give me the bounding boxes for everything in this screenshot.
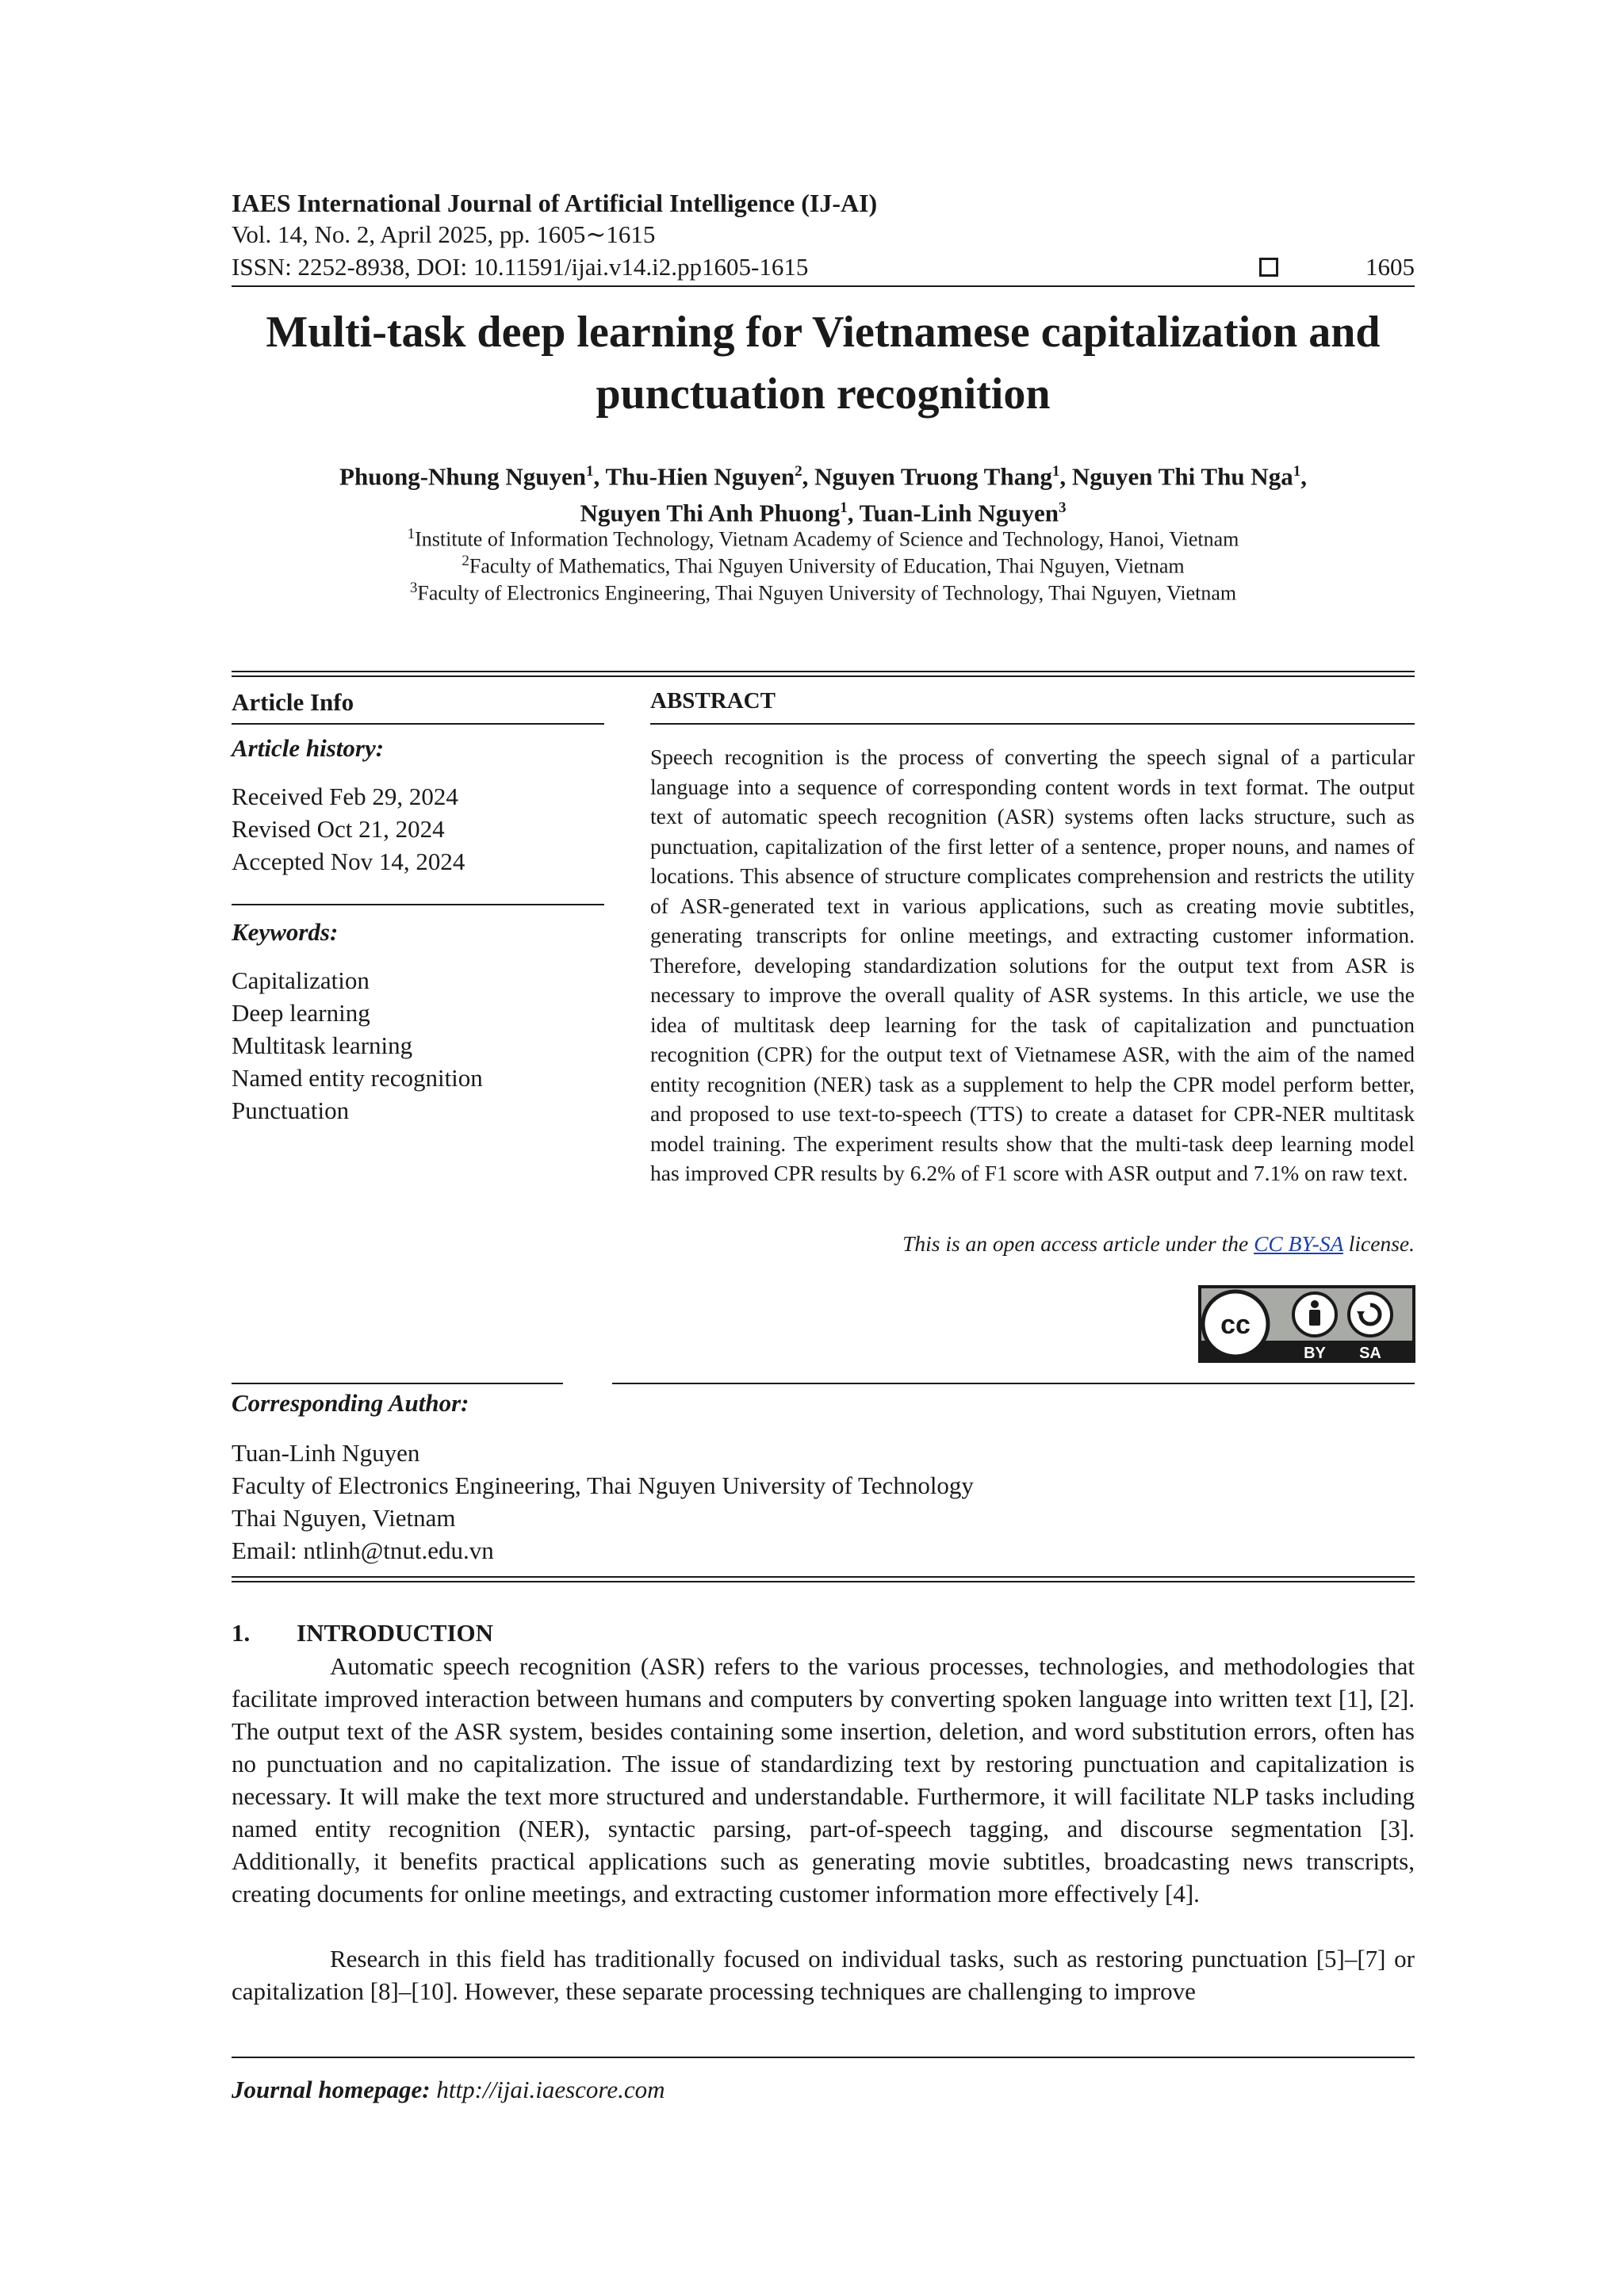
revised-date: Revised Oct 21, 2024	[232, 815, 445, 843]
author-sup: 2	[795, 463, 802, 480]
abstract-rule	[650, 723, 1415, 725]
intro-paragraph-1: Automatic speech recognition (ASR) refers to the various processes, technologies, and methodologies that facilitate improved interaction between humans and computers by converting spoken language into written text [1], [2]. The output text of the ASR system, besides containing some insertion, deletion, and word substitution errors, often has no punctuation and no capitalization. The issue of standardizing text by restoring punctuation and capitalization is necessary. It will make the text more structured and understandable. Furthermore, it will facilitate NLP tasks including named entity recognition (NER), syntactic parsing, part-of-speech tagging, and discourse segmentation [3]. Additionally, it benefits practical applications such as generating movie subtitles, broadcasting news transcripts, creating documents for online meetings, and extracting customer information more effectively [4].	[232, 1652, 1415, 1908]
affiliation-sup: 3	[409, 580, 418, 596]
author: Thu-Hien Nguyen	[605, 462, 795, 491]
corresponding-double-rule-top	[232, 1576, 1415, 1578]
intro-paragraph-2: Research in this field has traditionally focused on individual tasks, such as restoring punctuation [5]–[7] or capitalization [8]–[10]. However, these separate processing techniques are challenging to improve	[232, 1945, 1415, 2005]
corresponding-affiliation: Faculty of Electronics Engineering, Thai Nguyen University of Technology	[232, 1471, 974, 1499]
license-prefix: This is an open access article under the	[902, 1231, 1254, 1256]
author: Nguyen Thi Anh Phuong	[580, 499, 841, 527]
author-sup: 1	[840, 499, 848, 517]
attribution-icon-head	[1311, 1300, 1319, 1308]
paper-title: Multi-task deep learning for Vietnamese capitalization and punctuation recognition	[266, 308, 1381, 419]
corresponding-location: Thai Nguyen, Vietnam	[232, 1504, 456, 1532]
keywords-heading: Keywords:	[232, 918, 339, 946]
author: Phuong-Nhung Nguyen	[339, 462, 587, 491]
square-icon	[1259, 258, 1278, 277]
keyword-item: Multitask learning	[232, 1031, 413, 1059]
section-number: 1.	[232, 1619, 251, 1647]
issn-doi	[232, 251, 1415, 283]
affiliation-text: Faculty of Mathematics, Thai Nguyen University of Education, Thai Nguyen, Vietnam	[469, 554, 1185, 578]
corresponding-double-rule-bottom	[232, 1581, 1415, 1582]
keyword-item: Deep learning	[232, 999, 370, 1027]
badge-sa-label: SA	[1359, 1345, 1381, 1362]
affiliation-sup: 2	[462, 553, 469, 569]
abstract-heading: ABSTRACT	[650, 688, 776, 714]
affiliation-sup: 1	[407, 526, 416, 542]
affiliation-text: Faculty of Electronics Engineering, Thai Nguyen University of Technology, Thai Nguyen, Vietnam	[417, 581, 1237, 605]
author-sup: 1	[1293, 463, 1301, 480]
section-double-rule-top	[232, 671, 1415, 672]
author-sup: 3	[1058, 499, 1067, 517]
abstract-text: Speech recognition is the process of converting the speech signal of a particular language into a sequence of corresponding content words in text format. The output text of automatic speech recognition (ASR) systems often lacks structure, such as punctuation, capitalization of the first letter of a sentence, proper nouns, and names of locations. This absence of structure complicates comprehension and restricts the utility of ASR-generated text in various applications, such as creating movie subtitles, generating transcripts for online meetings, and extracting customer information. Therefore, developing standardization solutions for the output text from ASR is necessary to improve the overall quality of ASR systems. In this article, we use the idea of multitask deep learning for the task of capitalization and punctuation recognition (CPR) for the output text of Vietnamese ASR, with the aim of the named entity recognition (NER) task as a supplement to help the CPR model perform better, and proposed to use text-to-speech (TTS) to create a dataset for CPR-NER multitask model training. The experiment results show that the multi-task deep learning model has improved CPR results by 6.2% of F1 score with ASR output and 7.1% on raw text.	[650, 744, 1415, 1185]
received-date: Received Feb 29, 2024	[232, 783, 458, 810]
corresponding-name: Tuan-Linh Nguyen	[232, 1439, 420, 1467]
keywords-rule	[232, 904, 604, 905]
article-info-heading: Article Info	[232, 688, 354, 716]
footer-rule	[232, 2057, 1415, 2058]
author: Nguyen Truong Thang	[814, 462, 1052, 491]
keyword-item: Punctuation	[232, 1096, 350, 1124]
corresponding-rule-right	[612, 1383, 1415, 1384]
keyword-item: Named entity recognition	[232, 1064, 483, 1092]
keyword-item: Capitalization	[232, 966, 370, 994]
affiliation-3	[232, 574, 1415, 607]
header-rule	[232, 285, 1415, 287]
issn-doi-text: ISSN: 2252-8938, DOI: 10.11591/ijai.v14.i2.pp1605-1615	[232, 253, 809, 281]
author: Tuan-Linh Nguyen	[859, 499, 1059, 527]
corresponding-rule-left	[232, 1383, 563, 1384]
corresponding-heading: Corresponding Author:	[232, 1389, 469, 1417]
footer-url[interactable]: http://ijai.iaescore.com	[436, 2076, 665, 2103]
footer-label: Journal homepage:	[232, 2076, 431, 2103]
article-info-rule	[232, 723, 604, 725]
corresponding-email: Email: ntlinh@tnut.edu.vn	[232, 1536, 494, 1564]
license-link[interactable]: CC BY-SA	[1254, 1231, 1343, 1256]
badge-by-label: BY	[1304, 1345, 1326, 1362]
license-suffix: license.	[1342, 1231, 1415, 1256]
license-statement	[902, 1231, 1415, 1257]
header-page-marker	[1259, 251, 1415, 283]
journal-homepage	[232, 2076, 665, 2104]
page-number: 1605	[1365, 253, 1415, 281]
author-list: Phuong-Nhung Nguyen$^1$, Thu-Hien Nguyen$^2$, Nguyen Truong Thang$^1$, Nguyen Thi Thu Nga$^1$, Nguyen Thi Anh Phuong$^1$, Tuan-Linh Nguyen$^3$	[339, 462, 1307, 527]
author-sup: 1	[1051, 463, 1060, 480]
attribution-icon-body	[1309, 1310, 1320, 1326]
article-history-heading: Article history:	[232, 734, 385, 762]
section-heading: INTRODUCTION	[297, 1619, 494, 1647]
cc-by-sa-badge[interactable]	[1197, 1284, 1416, 1364]
journal-name: IAES International Journal of Artificial Intelligence (IJ-AI)	[232, 189, 878, 217]
accepted-date: Accepted Nov 14, 2024	[232, 848, 465, 875]
cc-icon-label: cc	[1220, 1310, 1251, 1340]
affiliation-text: Institute of Information Technology, Vietnam Academy of Science and Technology, Hanoi, Vietnam	[415, 527, 1239, 551]
share-alike-icon	[1349, 1293, 1392, 1336]
volume-info: Vol. 14, No. 2, April 2025, pp. 1605∼1615	[232, 220, 656, 248]
section-double-rule-bottom	[232, 675, 1415, 677]
author-sup: 1	[586, 463, 594, 480]
author: Nguyen Thi Thu Nga	[1071, 462, 1293, 491]
